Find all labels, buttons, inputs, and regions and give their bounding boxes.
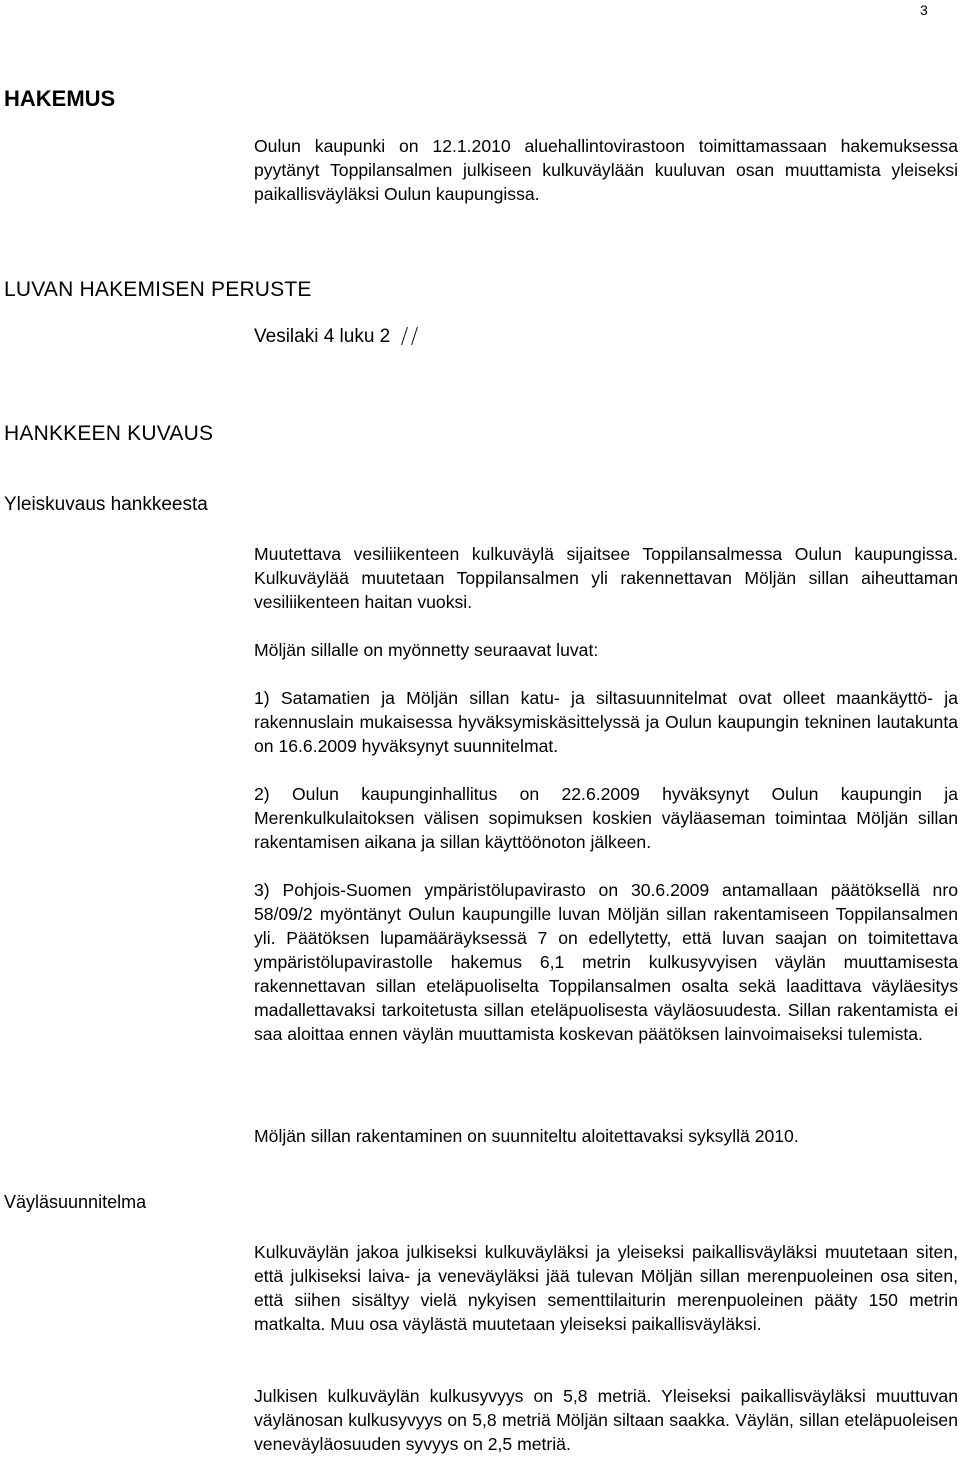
vaylasuunnitelma-paragraph-1: Kulkuväylän jakoa julkiseksi kulkuväyläksi ja yleiseksi paikallisväyläksi muutetaan siten, että julkiseksi laiva- ja veneväyläksi jää tulevan Möljän sillan merenpuoleinen osa siten, että siihen sisältyy vielä nykyisen sementtilaiturin merenpuoleinen pääty 150 metrin matkalta. Muu osa väylästä muutetaan yleiseksi paikallisväyläksi.	[254, 1242, 958, 1334]
yleiskuvaus-subheading: Yleiskuvaus hankkeesta	[4, 494, 208, 515]
permit-item-1: 1) Satamatien ja Möljän sillan katu- ja siltasuunnitelmat ovat olleet maankäyttö- ja rakennuslain mukaisessa hyväksymiskäsittelyssä ja Oulun kaupungin tekninen lautakunta on 16.6.2009 hyväksynyt suunnitelmat.	[254, 688, 958, 756]
luvan-peruste-heading: LUVAN HAKEMISEN PERUSTE	[4, 278, 312, 301]
hakemus-heading: HAKEMUS	[4, 86, 116, 111]
section-sign-icon	[401, 327, 418, 345]
legal-reference-text: Vesilaki 4 luku 2	[254, 326, 391, 347]
permit-item-2: 2) Oulun kaupunginhallitus on 22.6.2009 hyväksynyt Oulun kaupungin ja Merenkulkulaitoksen välisen sopimuksen koskien väyläaseman toimintaa Möljän sillan rakentamisen aikana ja sillan käyttöönoton jälkeen.	[254, 784, 958, 852]
legal-reference	[254, 326, 415, 348]
kuvaus-paragraph-3: Möljän sillan rakentaminen on suunniteltu aloitettavaksi syksyllä 2010.	[254, 1126, 799, 1146]
page-number: 3	[920, 2, 928, 18]
vaylasuunnitelma-heading: Väyläsuunnitelma	[4, 1192, 147, 1212]
kuvaus-paragraph-2: Möljän sillalle on myönnetty seuraavat luvat:	[254, 640, 599, 660]
hakemus-paragraph: Oulun kaupunki on 12.1.2010 aluehallintovirastoon toimittamassaan hakemuksessa pyytänyt Toppilansalmen julkiseen kulkuväylään kuuluvan osan muuttamista yleiseksi paikallisväyläksi Oulun kaupungissa.	[254, 136, 958, 204]
permit-item-3: 3) Pohjois-Suomen ympäristölupavirasto on 30.6.2009 antamallaan päätöksellä nro 58/09/2 myöntänyt Oulun kaupungille luvan Möljän sillan rakentamiseen Toppilansalmen yli. Päätöksen lupamääräyksessä 7 on edellytetty, että luvan saajan on toimitettava ympäristölupavirastolle hakemus 6,1 metrin kulkusyvyisen väylän muuttamisesta rakennettavan sillan eteläpuoliselta Toppilansalmen osalta sekä laadittava väyläesitys madallettavaksi tarkoitetusta sillan eteläpuolisesta väyläosuudesta. Sillan rakentamista ei saa aloittaa ennen väylän muuttamista koskevan päätöksen lainvoimaiseksi tulemista.	[254, 880, 958, 1044]
kuvaus-paragraph-1: Muutettava vesiliikenteen kulkuväylä sijaitsee Toppilansalmessa Oulun kaupungissa. Kulkuväylää muutetaan Toppilansalmen yli rakennettavan Möljän sillan aiheuttaman vesiliikenteen haitan vuoksi.	[254, 544, 958, 612]
hankkeen-kuvaus-heading: HANKKEEN KUVAUS	[4, 422, 214, 445]
vaylasuunnitelma-paragraph-2: Julkisen kulkuväylän kulkusyvyys on 5,8 metriä. Yleiseksi paikallisväyläksi muuttuvan väylänosan kulkusyvyys on 5,8 metriä Möljän siltaan saakka. Väylän, sillan eteläpuoleisen veneväyläosuuden syvyys on 2,5 metriä.	[254, 1386, 958, 1454]
